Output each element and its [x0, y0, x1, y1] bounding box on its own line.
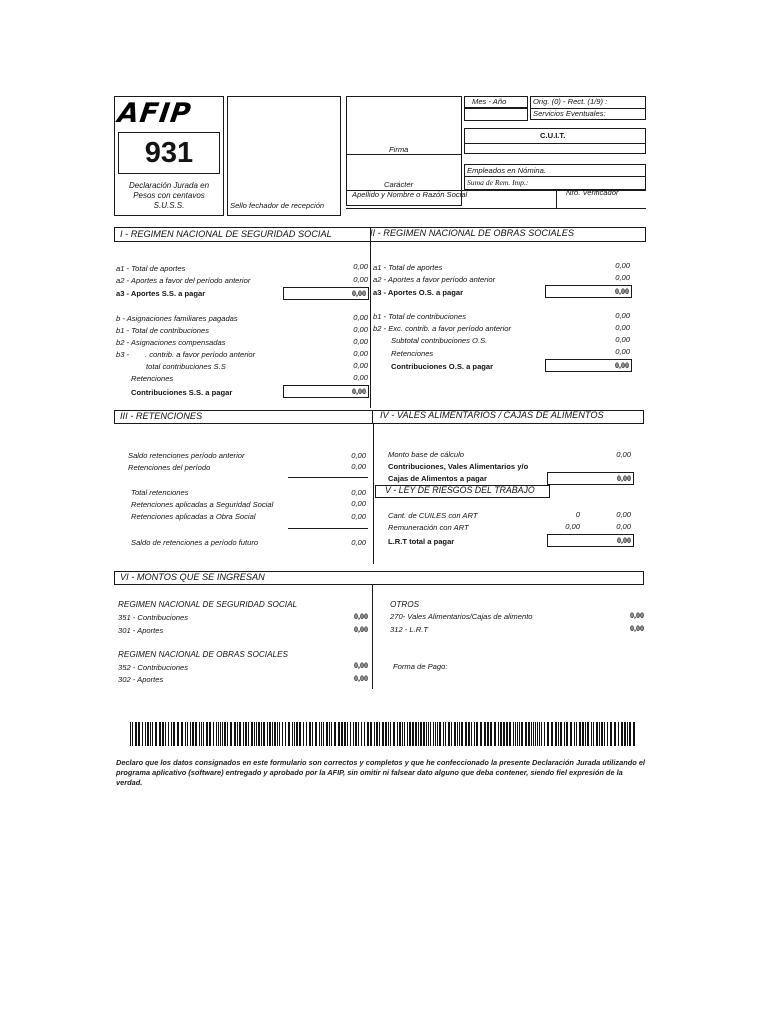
row-value: 0,00 — [353, 373, 368, 382]
list-item: a1 - Total de aportes — [116, 264, 186, 273]
section-1-title: I - REGIMEN NACIONAL DE SEGURIDAD SOCIAL — [120, 229, 332, 239]
firma-label: Firma — [389, 145, 409, 154]
list-item: 270- Vales Alimentarios/Cajas de alimento — [390, 612, 533, 621]
row-value: 0,00 — [351, 499, 366, 508]
os-subtitle: REGIMEN NACIONAL DE OBRAS SOCIALES — [118, 650, 289, 659]
list-item: a1 - Total de aportes — [373, 263, 443, 272]
row-value: 0,00 — [630, 611, 644, 620]
aportes-os-total-field[interactable]: 0,00 — [545, 285, 632, 298]
caracter-label: Carácter — [384, 180, 414, 189]
section-2-title: II - REGIMEN NACIONAL DE OBRAS SOCIALES — [370, 228, 575, 238]
list-item: Cant. de CUILES con ART — [388, 511, 478, 520]
list-item: b1 - Total de contribuciones — [116, 326, 210, 335]
list-item: L.R.T total a pagar — [388, 537, 455, 546]
list-item: 301 - Aportes — [118, 626, 164, 635]
row-value: 0,00 — [615, 261, 630, 270]
list-item: a2 - Aportes a favor período anterior — [373, 275, 496, 284]
row-value: 0,00 — [351, 512, 366, 521]
list-item: b - Asignaciones familiares pagadas — [116, 314, 238, 323]
servicios-label: Servicios Eventuales: — [533, 109, 606, 118]
row-value: 0,00 — [354, 661, 368, 670]
afip-logo: AFIP — [115, 98, 194, 129]
list-item: b3 - — [116, 350, 130, 359]
list-item: Total retenciones — [131, 488, 189, 497]
list-item: a3 - Aportes O.S. a pagar — [373, 288, 464, 297]
row-value: 0,00 — [616, 510, 631, 519]
list-item: b1 - Total de contribuciones — [373, 312, 467, 321]
row-value: 0,00 — [615, 311, 630, 320]
form-number: 931 — [144, 137, 194, 169]
declaration-text: Declaro que los datos consignados en este formulario son correctos y completos y que he confeccionado la presente Declaración Jurada utilizando el programa aplicativo (software) entregado y aprobado por la AFIP, sin omitir ni falsear dato alguno que deba contener, siendo fiel expresión de la verdad. — [116, 758, 645, 787]
list-item: Cajas de Alimentos a pagar — [388, 474, 487, 483]
lrt-total-field[interactable]: 0,00 — [547, 534, 634, 547]
row-value: 0,00 — [616, 450, 631, 459]
section-3-title: III - RETENCIONES — [120, 411, 203, 421]
list-item: a2 - Aportes a favor del período anterior — [116, 276, 251, 285]
list-item: . contrib. a favor período anterior — [145, 350, 256, 359]
row-value: 0,00 — [615, 273, 630, 282]
list-item: Retenciones — [131, 374, 174, 383]
row-value: 0,00 — [630, 624, 644, 633]
row-value: 0,00 — [354, 625, 368, 634]
mes-anio-field[interactable] — [464, 108, 528, 121]
ss-subtitle: REGIMEN NACIONAL DE SEGURIDAD SOCIAL — [118, 600, 298, 609]
cuit-label: C.U.I.T. — [540, 131, 566, 140]
row-value: 0 — [575, 510, 580, 519]
row-value: 0,00 — [353, 325, 368, 334]
list-item: 351 - Contribuciones — [118, 613, 189, 622]
row-value: 0,00 — [353, 349, 368, 358]
apellido-label: Apellido y Nombre o Razón Social — [352, 190, 468, 199]
row-value: 0,00 — [354, 612, 368, 621]
verificador-label: Nro. Verificador — [566, 188, 619, 197]
list-item: Retenciones del período — [128, 463, 211, 472]
empleados-label: Empleados en Nómina. — [467, 166, 546, 175]
list-item: Retenciones aplicadas a Seguridad Social — [131, 500, 274, 509]
list-item: Contribuciones, Vales Alimentarios y/o — [388, 462, 529, 471]
row-value: 0,00 — [351, 488, 366, 497]
section-4-title: IV - VALES ALIMENTARIOS / CAJAS DE ALIMENTOS — [380, 410, 604, 420]
otros-subtitle: OTROS — [390, 600, 420, 609]
cajas-alimentos-total-field[interactable]: 0,00 — [547, 472, 634, 485]
contribuciones-os-total-field[interactable]: 0,00 — [545, 359, 632, 372]
suma-rem-label: Suma de Rem. Imp.: — [467, 178, 529, 187]
list-item: b2 - Asignaciones compensadas — [116, 338, 226, 347]
list-item: Monto base de cálculo — [388, 450, 464, 459]
list-item: Saldo retenciones período anterior — [128, 451, 245, 460]
list-item: 312 - L.R.T — [390, 625, 428, 634]
list-item: Contribuciones S.S. a pagar — [131, 388, 233, 397]
list-item: 302 - Aportes — [118, 675, 164, 684]
stamp-box — [227, 96, 341, 216]
list-item: total contribuciones S.S — [146, 362, 226, 371]
row-value: 0,00 — [353, 313, 368, 322]
row-value: 0,00 — [565, 522, 580, 531]
list-item: a3 - Aportes S.S. a pagar — [116, 289, 206, 298]
contribuciones-ss-total-field[interactable]: 0,00 — [283, 385, 369, 398]
list-item: Remuneración con ART — [388, 523, 469, 532]
list-item: b2 - Exc. contrib. a favor período anterior — [373, 324, 512, 333]
aportes-ss-total-field[interactable]: 0,00 — [283, 287, 369, 300]
forma-pago-label: Forma de Pago: — [393, 662, 448, 671]
row-value: 0,00 — [615, 323, 630, 332]
list-item: 352 - Contribuciones — [118, 663, 189, 672]
list-item: Saldo de retenciones a período futuro — [131, 538, 259, 547]
row-value: 0,00 — [351, 462, 366, 471]
list-item: Retenciones aplicadas a Obra Social — [131, 512, 256, 521]
stamp-label: Sello fechador de recepción — [230, 201, 325, 210]
section-6-title: VI - MONTOS QUE SE INGRESAN — [120, 572, 265, 582]
row-value: 0,00 — [353, 337, 368, 346]
form-description: Declaración Jurada en Pesos con centavos S.U.S.S. — [128, 181, 210, 210]
row-value: 0,00 — [615, 335, 630, 344]
mes-anio-label: Mes - Año — [472, 97, 507, 106]
row-value: 0,00 — [351, 538, 366, 547]
row-value: 0,00 — [353, 262, 368, 271]
section-5-title: V - LEY DE RIESGOS DEL TRABAJO — [385, 485, 535, 495]
row-value: 0,00 — [615, 347, 630, 356]
list-item: Contribuciones O.S. a pagar — [391, 362, 494, 371]
row-value: 0,00 — [353, 275, 368, 284]
row-value: 0,00 — [616, 522, 631, 531]
list-item: Retenciones — [391, 349, 434, 358]
orig-rect-label: Orig. (0) - Rect. (1/9) : — [533, 97, 608, 106]
barcode — [130, 722, 638, 748]
row-value: 0,00 — [354, 674, 368, 683]
row-value: 0,00 — [351, 451, 366, 460]
row-value: 0,00 — [353, 361, 368, 370]
list-item: Subtotal contribuciones O.S. — [391, 336, 488, 345]
